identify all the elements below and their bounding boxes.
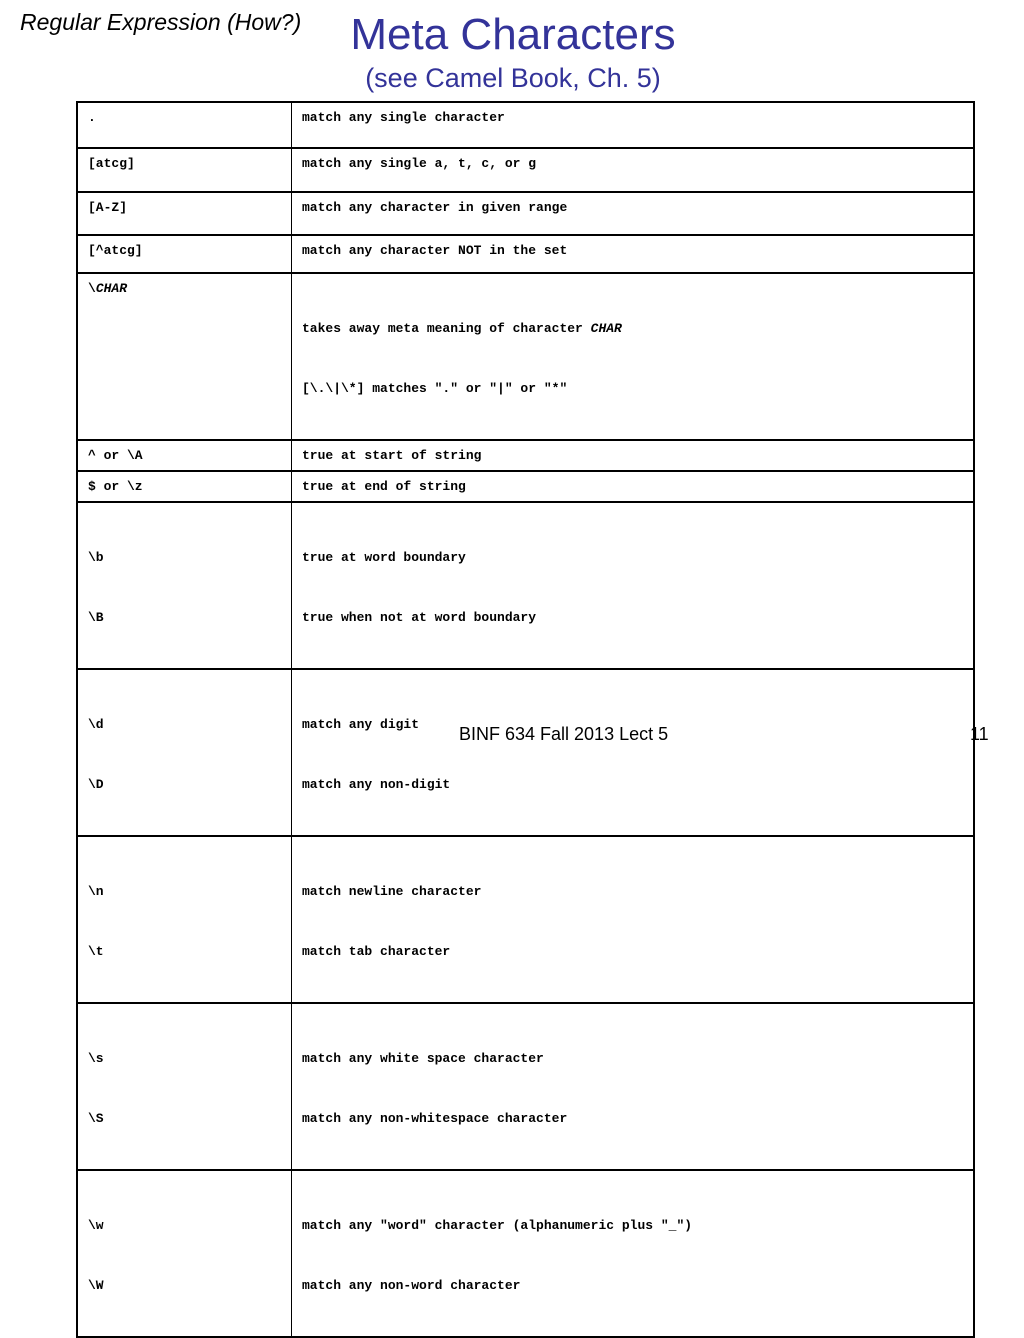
pattern-cell xyxy=(77,1003,292,1170)
description-cell xyxy=(292,192,975,235)
slide-subtitle: (see Camel Book, Ch. 5) xyxy=(365,63,661,93)
description-text: true when not at word boundary xyxy=(302,610,537,625)
table-row xyxy=(77,1170,974,1337)
pattern-text: \n xyxy=(88,884,104,899)
table-row xyxy=(77,836,974,1003)
table-row xyxy=(77,669,974,836)
pattern-text: \b xyxy=(88,550,104,565)
pattern-text: \t xyxy=(88,944,104,959)
description-cell xyxy=(292,1003,975,1170)
description-cell xyxy=(292,669,975,836)
table-row xyxy=(77,273,974,440)
description-cell xyxy=(292,440,975,471)
footer-course-label: BINF 634 Fall 2013 Lect 5 xyxy=(459,724,669,744)
pattern-text: \D xyxy=(88,777,104,792)
pattern-cell xyxy=(77,148,292,192)
pattern-cell xyxy=(77,502,292,669)
description-cell xyxy=(292,273,975,440)
table-row xyxy=(77,102,974,148)
description-text: match any character NOT in the set xyxy=(302,243,568,258)
pattern-text: \S xyxy=(88,1111,104,1126)
description-cell xyxy=(292,102,975,148)
pattern-text: \s xyxy=(88,1051,104,1066)
pattern-text: \w xyxy=(88,1218,104,1233)
slide-title-block xyxy=(0,10,1024,93)
description-text: match any digit xyxy=(302,717,420,732)
description-text: match tab character xyxy=(302,944,451,959)
corner-title: Regular Expression (How?) xyxy=(20,9,302,35)
description-cell xyxy=(292,1170,975,1337)
pattern-text: \d xyxy=(88,717,104,732)
page-number: 11 xyxy=(970,724,989,744)
description-text: match any non-whitespace character xyxy=(302,1111,568,1126)
description-text: true at start of string xyxy=(302,448,482,463)
description-text: match any single character xyxy=(302,110,505,125)
pattern-text: . xyxy=(88,110,96,125)
description-text: match any non-word character xyxy=(302,1278,521,1293)
description-text: match newline character xyxy=(302,884,482,899)
pattern-cell xyxy=(77,440,292,471)
slide-title: Meta Characters xyxy=(350,10,676,59)
pattern-cell xyxy=(77,192,292,235)
pattern-text: [^atcg] xyxy=(88,243,143,258)
pattern-text: ^ or \A xyxy=(88,448,143,463)
table-row xyxy=(77,471,974,502)
description-text: match any character in given range xyxy=(302,200,568,215)
pattern-text: [A-Z] xyxy=(88,200,128,215)
pattern-text: $ or \z xyxy=(88,479,143,494)
pattern-text: \B xyxy=(88,610,104,625)
pattern-cell xyxy=(77,669,292,836)
description-cell xyxy=(292,471,975,502)
description-cell xyxy=(292,502,975,669)
pattern-cell xyxy=(77,102,292,148)
pattern-cell xyxy=(77,1170,292,1337)
pattern-text: \W xyxy=(88,1278,104,1293)
pattern-cell xyxy=(77,235,292,273)
table-row xyxy=(77,148,974,192)
description-cell xyxy=(292,148,975,192)
table-row xyxy=(77,235,974,273)
table-row xyxy=(77,1003,974,1170)
description-text: true at end of string xyxy=(302,479,466,494)
pattern-cell xyxy=(77,836,292,1003)
description-text: true at word boundary xyxy=(302,550,466,565)
pattern-text: [atcg] xyxy=(88,156,135,171)
pattern-cell xyxy=(77,273,292,440)
description-cell xyxy=(292,836,975,1003)
description-text: match any single a, t, c, or g xyxy=(302,156,537,171)
pattern-text: \CHAR xyxy=(88,281,128,296)
description-example: [\.\|\*] matches "." or "|" or "*" xyxy=(302,381,568,396)
meta-characters-table xyxy=(76,101,975,1338)
description-text: takes away meta meaning of character CHAR xyxy=(302,321,622,336)
description-text: match any non-digit xyxy=(302,777,451,792)
description-text: match any "word" character (alphanumeric plus "_") xyxy=(302,1218,693,1233)
table-row xyxy=(77,502,974,669)
pattern-cell xyxy=(77,471,292,502)
table-row xyxy=(77,192,974,235)
description-cell xyxy=(292,235,975,273)
table-row xyxy=(77,440,974,471)
description-text: match any white space character xyxy=(302,1051,544,1066)
